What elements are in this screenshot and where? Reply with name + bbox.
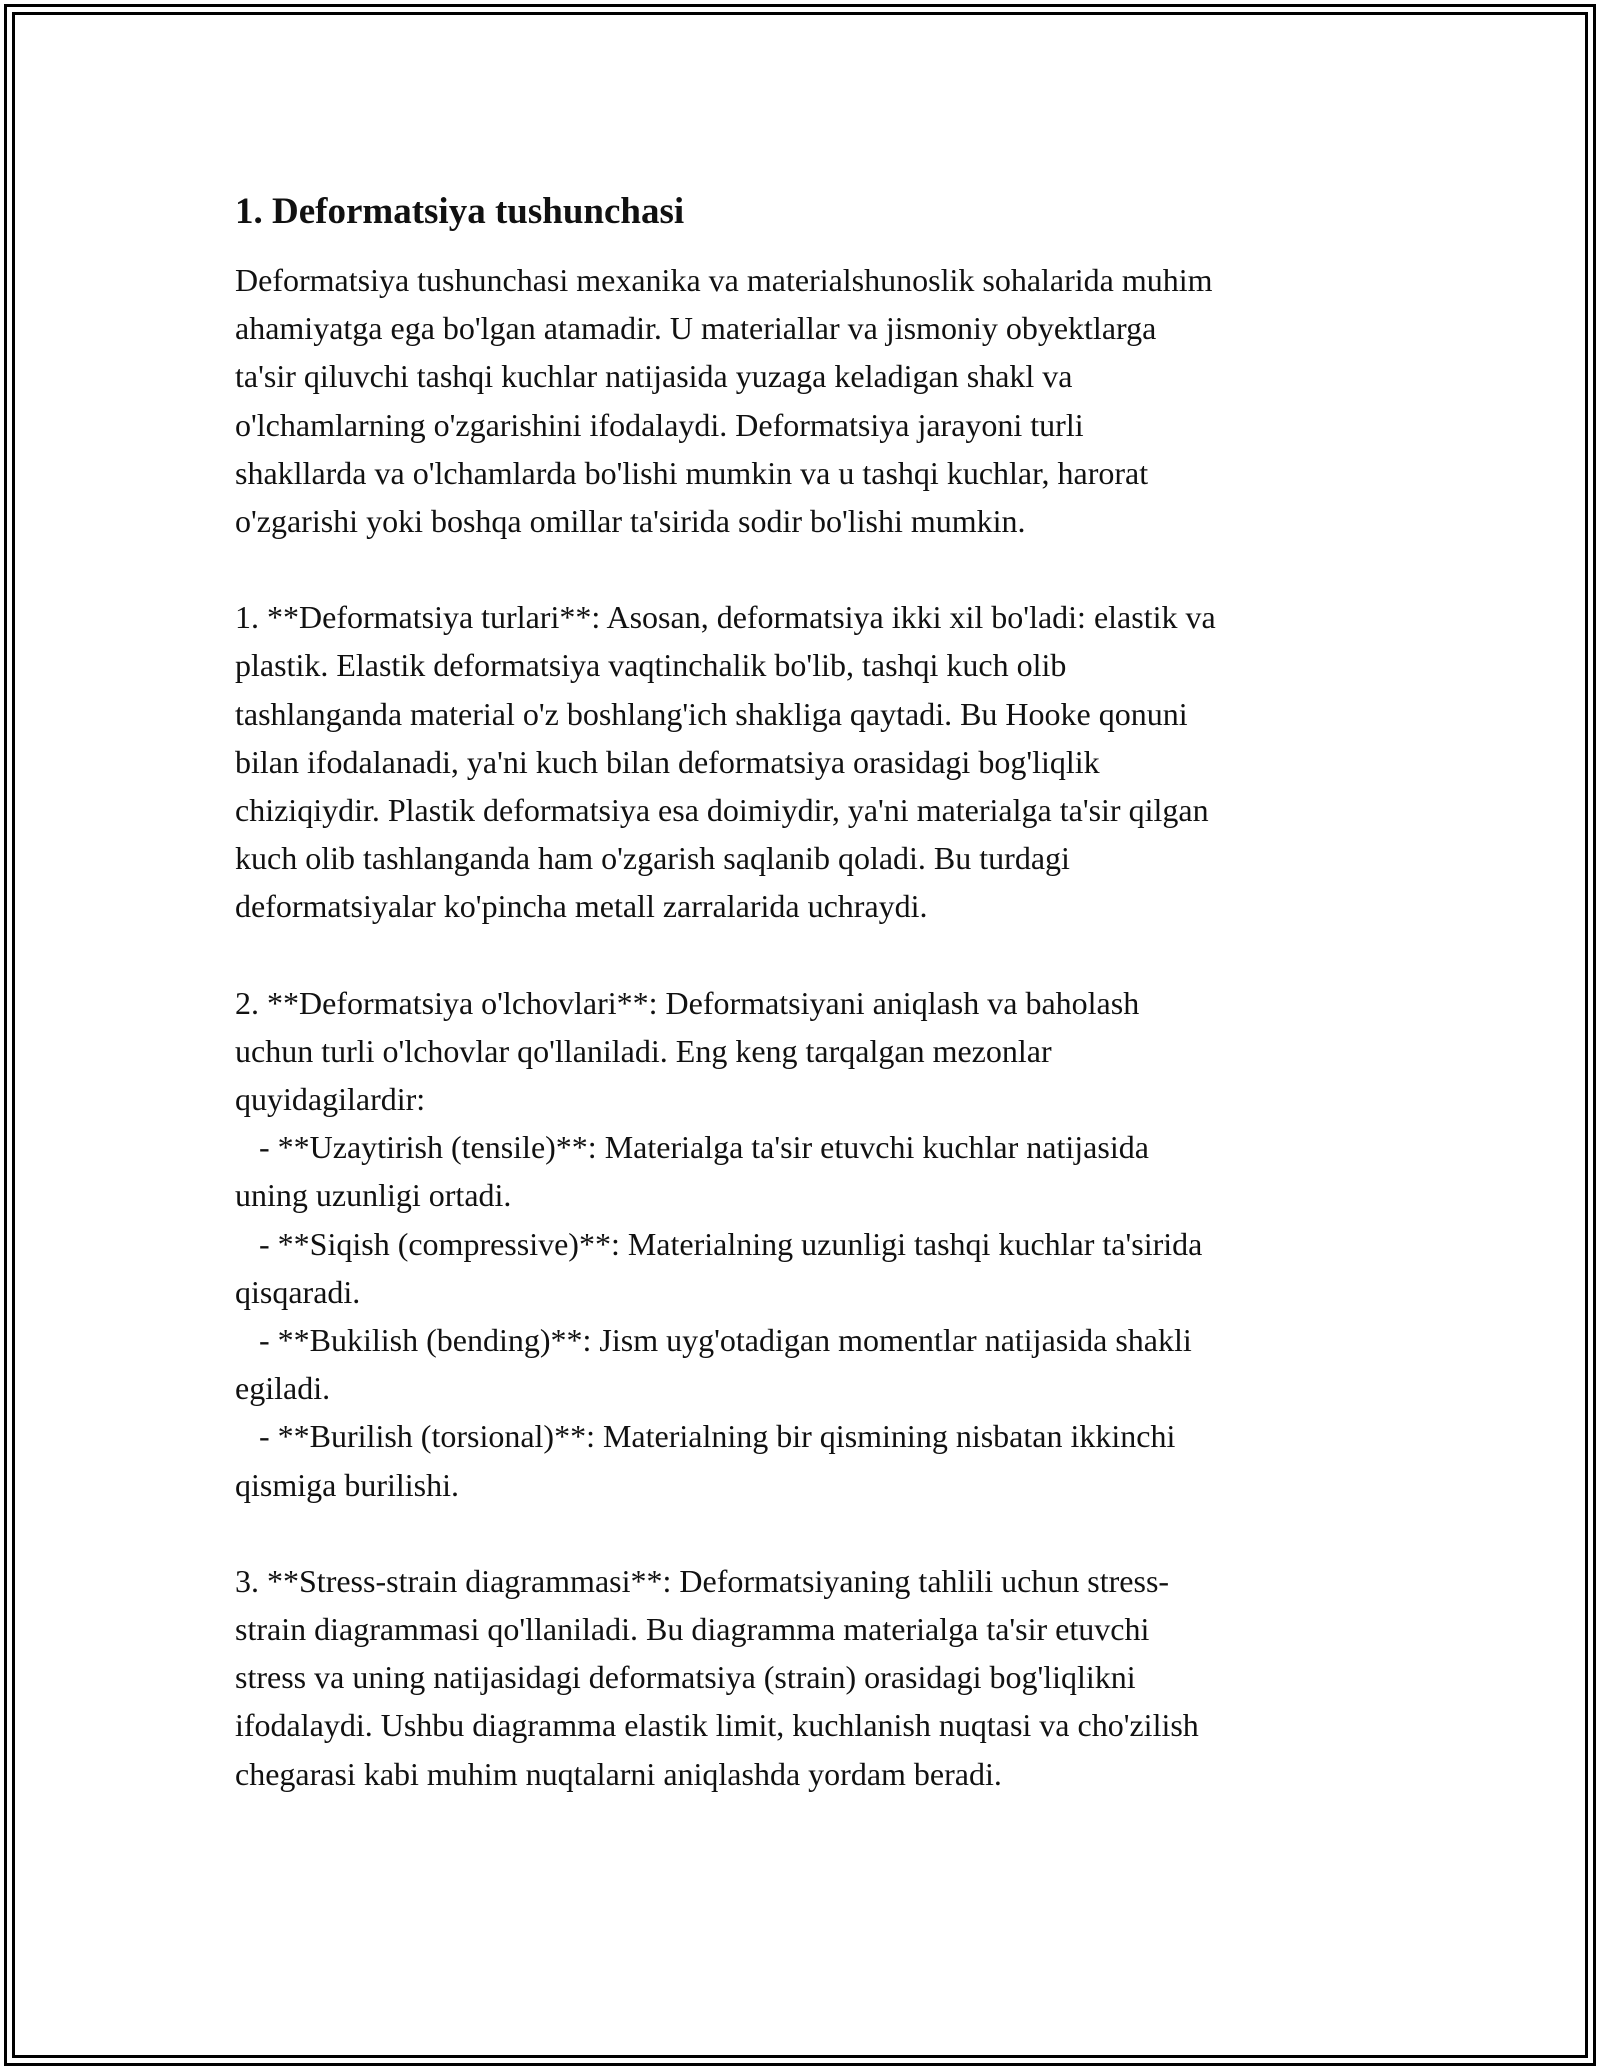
text-line: kuch olib tashlanganda ham o'zgarish saqlanib qoladi. Bu turdagi bbox=[235, 840, 1070, 877]
paragraph-2 bbox=[235, 593, 1375, 930]
text-line: quyidagilardir: bbox=[235, 1081, 426, 1118]
paragraph-1 bbox=[235, 256, 1375, 545]
text-line: ta'sir qiluvchi tashqi kuchlar natijasida yuzaga keladigan shakl va bbox=[235, 358, 1073, 395]
text-line: o'lchamlarning o'zgarishini ifodalaydi. Deformatsiya jarayoni turli bbox=[235, 406, 1084, 443]
text-line: 1. **Deformatsiya turlari**: Asosan, deformatsiya ikki xil bo'ladi: elastik va bbox=[235, 599, 1216, 636]
text-line: o'zgarishi yoki boshqa omillar ta'sirida sodir bo'lishi mumkin. bbox=[235, 503, 1026, 540]
text-line: deformatsiyalar ko'pincha metall zarralarida uchraydi. bbox=[235, 888, 928, 925]
text-line: 2. **Deformatsiya o'lchovlari**: Deformatsiyani aniqlash va baholash bbox=[235, 984, 1140, 1021]
paragraph-list bbox=[235, 256, 1375, 1798]
text-line: tashlanganda material o'z boshlang'ich shakliga qaytadi. Bu Hooke qonuni bbox=[235, 695, 1188, 732]
text-line: - **Uzaytirish (tensile)**: Materialga ta'sir etuvchi kuchlar natijasida bbox=[235, 1129, 1149, 1166]
text-line: 3. **Stress-strain diagrammasi**: Deformatsiyaning tahlili uchun stress- bbox=[235, 1562, 1170, 1599]
text-line: qismiga burilishi. bbox=[235, 1466, 459, 1503]
text-line: ahamiyatga ega bo'lgan atamadir. U materiallar va jismoniy obyektlarga bbox=[235, 310, 1157, 347]
text-line: strain diagrammasi qo'llaniladi. Bu diagramma materialga ta'sir etuvchi bbox=[235, 1611, 1150, 1648]
text-line: shakllarda va o'lchamlarda bo'lishi mumkin va u tashqi kuchlar, harorat bbox=[235, 454, 1149, 491]
text-line: uchun turli o'lchovlar qo'llaniladi. Eng keng tarqalgan mezonlar bbox=[235, 1032, 1052, 1069]
text-line: plastik. Elastik deformatsiya vaqtinchalik bo'lib, tashqi kuch olib bbox=[235, 647, 1067, 684]
text-line: bilan ifodalanadi, ya'ni kuch bilan deformatsiya orasidagi bog'liqlik bbox=[235, 743, 1100, 780]
document-body bbox=[235, 188, 1375, 1846]
text-line: chegarasi kabi muhim nuqtalarni aniqlashda yordam beradi. bbox=[235, 1755, 1002, 1792]
text-line: egiladi. bbox=[235, 1370, 331, 1407]
text-line: - **Bukilish (bending)**: Jism uyg'otadigan momentlar natijasida shakli bbox=[235, 1322, 1192, 1359]
paragraph-3 bbox=[235, 979, 1375, 1509]
text-line: Deformatsiya tushunchasi mexanika va materialshunoslik sohalarida muhim bbox=[235, 262, 1213, 298]
paragraph-4 bbox=[235, 1557, 1375, 1798]
text-line: chiziqiydir. Plastik deformatsiya esa doimiydir, ya'ni materialga ta'sir qilgan bbox=[235, 792, 1209, 829]
text-line: stress va uning natijasidagi deformatsiya (strain) orasidagi bog'liqlikni bbox=[235, 1659, 1136, 1696]
text-line: uning uzunligi ortadi. bbox=[235, 1177, 512, 1214]
text-line: - **Siqish (compressive)**: Materialning uzunligi tashqi kuchlar ta'sirida bbox=[235, 1225, 1203, 1262]
text-line: qisqaradi. bbox=[235, 1273, 361, 1310]
text-line: ifodalaydi. Ushbu diagramma elastik limit, kuchlanish nuqtasi va cho'zilish bbox=[235, 1707, 1199, 1744]
text-line: - **Burilish (torsional)**: Materialning bir qismining nisbatan ikkinchi bbox=[235, 1418, 1176, 1455]
section-heading: 1. Deformatsiya tushunchasi bbox=[235, 191, 685, 232]
